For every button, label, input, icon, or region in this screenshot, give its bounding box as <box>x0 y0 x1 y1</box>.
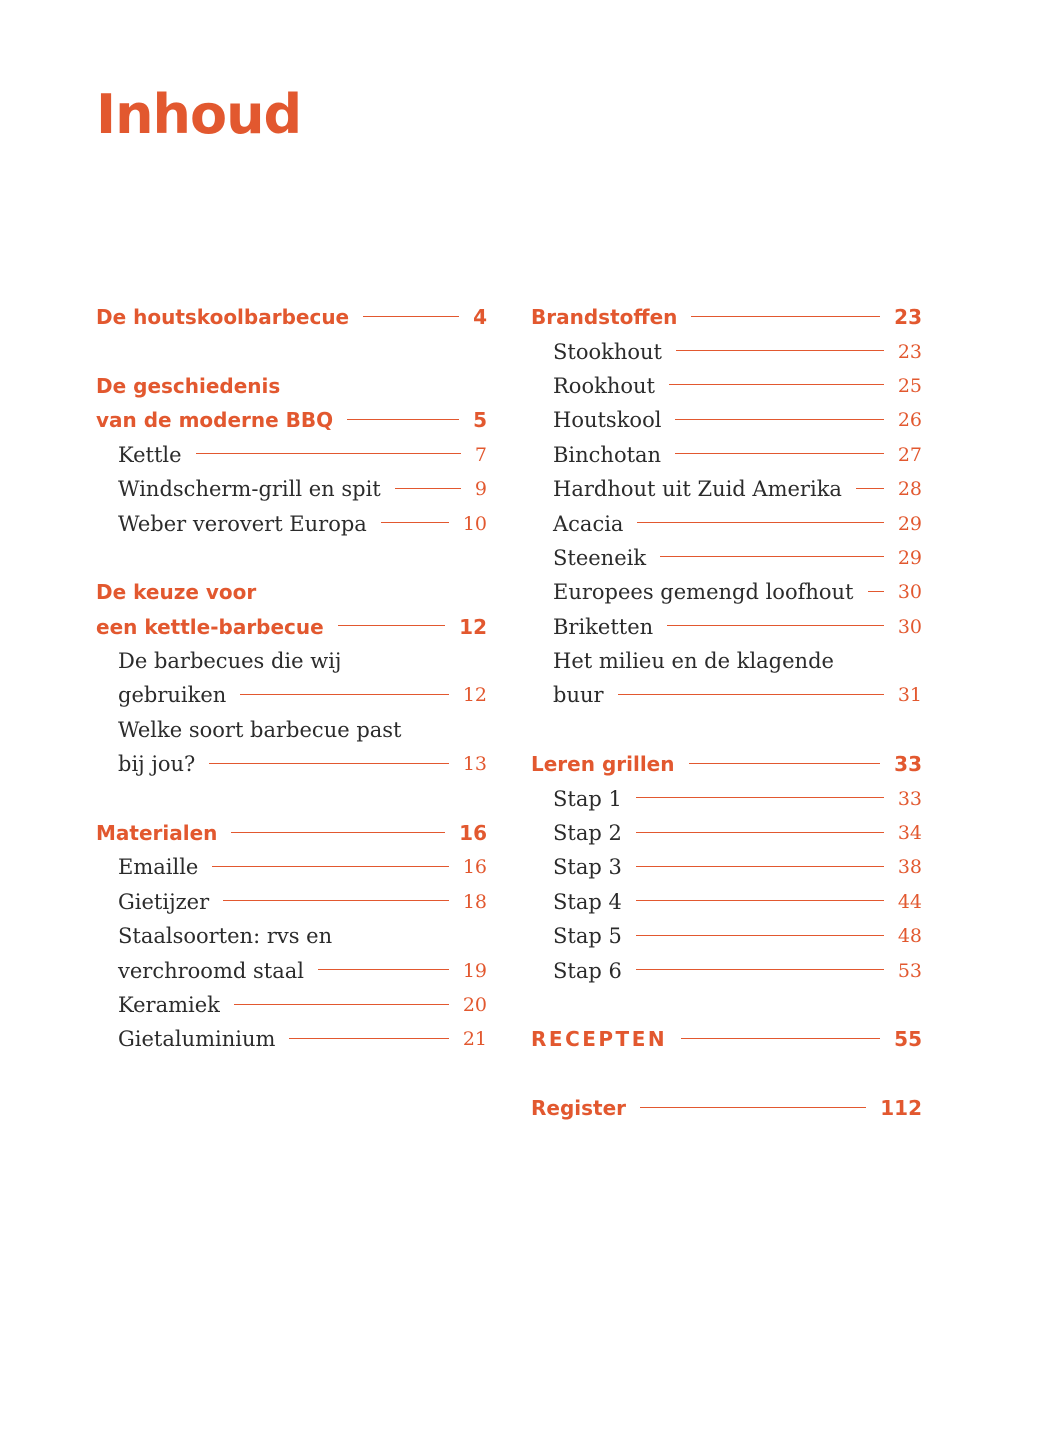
toc-page-number: 112 <box>880 1096 922 1121</box>
toc-subentry-barbecues[interactable] <box>96 678 487 712</box>
leader-line <box>660 556 884 557</box>
toc-page-number: 21 <box>462 1028 487 1051</box>
toc-subentry-steeneik[interactable] <box>531 541 922 575</box>
leader-line <box>636 797 884 798</box>
toc-page-number: 23 <box>894 305 922 330</box>
leader-line <box>637 522 883 523</box>
leader-line <box>381 522 449 523</box>
toc-entry-label: Stap 6 <box>553 958 622 983</box>
toc-page-number: 28 <box>897 478 922 501</box>
toc-subentry-binchotan[interactable] <box>531 438 922 472</box>
toc-subentry-emaille[interactable] <box>96 850 487 884</box>
toc-page-number: 19 <box>462 959 487 982</box>
leader-line <box>675 453 884 454</box>
toc-entry-label: een kettle-barbecue <box>96 614 324 639</box>
leader-line <box>636 866 884 867</box>
toc-page-number: 4 <box>473 305 487 330</box>
toc-subentry-gietaluminium[interactable] <box>96 1022 487 1056</box>
toc-page-number: 18 <box>462 890 487 913</box>
toc-entry-label: Kettle <box>118 442 182 467</box>
toc-entry-label: De barbecues die wij <box>118 649 342 674</box>
toc-entry-recepten[interactable] <box>531 1022 922 1056</box>
toc-entry-label: Gietaluminium <box>118 1027 276 1052</box>
toc-page-number: 23 <box>897 340 922 363</box>
toc-subentry-staalsoorten[interactable] <box>96 953 487 987</box>
toc-entry-label: Stap 2 <box>553 821 622 846</box>
leader-line <box>289 1038 448 1039</box>
toc-entry-label: De keuze voor <box>96 580 257 605</box>
toc-page-number: 10 <box>462 512 487 535</box>
leader-line <box>338 625 445 626</box>
toc-page-number: 44 <box>897 890 922 913</box>
toc-entry-materialen[interactable] <box>96 816 487 850</box>
toc-entry-geschiedenis-line1[interactable] <box>96 369 487 403</box>
toc-subentry-rookhout[interactable] <box>531 369 922 403</box>
toc-entry-label: Emaille <box>118 855 199 880</box>
leader-line <box>209 763 449 764</box>
toc-entry-label: Binchotan <box>553 442 662 467</box>
toc-subentry-hardhout[interactable] <box>531 472 922 506</box>
toc-entry-label: RECEPTEN <box>531 1027 668 1052</box>
toc-entry-keuze[interactable] <box>96 610 487 644</box>
leader-line <box>676 350 884 351</box>
toc-page-number: 16 <box>462 856 487 879</box>
toc-page-number: 34 <box>897 822 922 845</box>
toc-entry-label: Brandstoffen <box>531 305 678 330</box>
toc-entry-label: gebruiken <box>118 683 227 708</box>
toc-page-number: 55 <box>894 1027 922 1052</box>
toc-subentry-stap-3[interactable] <box>531 850 922 884</box>
toc-page-number: 26 <box>897 409 922 432</box>
toc-subentry-milieu[interactable] <box>531 678 922 712</box>
leader-line <box>231 832 445 833</box>
leader-line <box>636 935 884 936</box>
toc-entry-label: Europees gemengd loofhout <box>553 580 854 605</box>
toc-page-number: 27 <box>897 443 922 466</box>
toc-left-column <box>96 300 487 1057</box>
leader-line <box>223 900 449 901</box>
leader-line <box>856 488 884 489</box>
toc-entry-label: Stap 1 <box>553 786 622 811</box>
toc-entry-label: verchroomd staal <box>118 958 304 983</box>
toc-entry-label: Stap 5 <box>553 924 622 949</box>
toc-page-number: 30 <box>897 581 922 604</box>
toc-page-number: 29 <box>897 512 922 535</box>
toc-entry-brandstoffen[interactable] <box>531 300 922 334</box>
toc-subentry-stap-1[interactable] <box>531 781 922 815</box>
toc-entry-label: Windscherm-grill en spit <box>118 477 381 502</box>
leader-line <box>689 763 881 764</box>
toc-entry-leren-grillen[interactable] <box>531 747 922 781</box>
toc-entry-geschiedenis[interactable] <box>96 403 487 437</box>
toc-entry-label: buur <box>553 683 604 708</box>
toc-page-number: 12 <box>462 684 487 707</box>
leader-line <box>240 694 449 695</box>
leader-line <box>640 1107 866 1108</box>
toc-entry-label: Rookhout <box>553 373 655 398</box>
toc-entry-label: Hardhout uit Zuid Amerika <box>553 477 842 502</box>
leader-line <box>196 453 461 454</box>
toc-subentry-milieu-line1[interactable] <box>531 644 922 678</box>
toc-subentry-briketten[interactable] <box>531 610 922 644</box>
leader-line <box>636 969 884 970</box>
page-title: Inhoud <box>96 83 302 146</box>
toc-entry-label: Stookhout <box>553 339 662 364</box>
toc-entry-label: Houtskool <box>553 408 662 433</box>
leader-line <box>675 419 883 420</box>
toc-entry-label: De houtskoolbarbecue <box>96 305 350 330</box>
toc-page-number: 30 <box>897 615 922 638</box>
toc-page-number: 33 <box>894 752 922 777</box>
toc-entry-label: Stap 4 <box>553 889 622 914</box>
leader-line <box>681 1038 880 1039</box>
toc-entry-label: Keramiek <box>118 993 220 1017</box>
toc-page-number: 20 <box>462 994 487 1016</box>
toc-page-number: 16 <box>459 821 487 846</box>
leader-line <box>667 625 884 626</box>
toc-right-column <box>531 300 922 1125</box>
toc-entry-label: Staalsoorten: rvs en <box>118 924 333 949</box>
toc-page-number: 5 <box>473 408 487 433</box>
toc-subentry-acacia[interactable] <box>531 506 922 540</box>
toc-subentry-stap-6[interactable] <box>531 953 922 987</box>
toc-entry-label: Het milieu en de klagende <box>553 649 834 674</box>
toc-entry-label: Stap 3 <box>553 855 622 880</box>
toc-subentry-staalsoorten-line1[interactable] <box>96 919 487 953</box>
toc-entry-label: van de moderne BBQ <box>96 408 334 433</box>
toc-entry-keuze-line1[interactable] <box>96 575 487 609</box>
toc-page-number: 7 <box>474 443 487 466</box>
toc-entry-label: Steeneik <box>553 545 647 570</box>
toc-subentry-soort-line1[interactable] <box>96 713 487 747</box>
leader-line <box>691 316 880 317</box>
toc-page-number: 31 <box>897 684 922 707</box>
toc-entry-label: Leren grillen <box>531 752 675 777</box>
toc-entry-label: Register <box>531 1096 627 1121</box>
toc-page-number: 29 <box>897 546 922 569</box>
toc-subentry-weber[interactable] <box>96 506 487 540</box>
toc-page-number: 12 <box>459 614 487 639</box>
toc-subentry-gietijzer[interactable] <box>96 885 487 919</box>
toc-subentry-stookhout[interactable] <box>531 334 922 368</box>
toc-page-number: 33 <box>897 787 922 810</box>
leader-line <box>636 900 884 901</box>
toc-subentry-stap-5[interactable] <box>531 919 922 953</box>
leader-line <box>636 832 884 833</box>
toc-subentry-stap-2[interactable] <box>531 816 922 850</box>
toc-page-number: 9 <box>474 478 487 501</box>
toc-page-number: 25 <box>897 374 922 397</box>
toc-entry-label: Briketten <box>553 614 654 639</box>
toc-entry-label: Acacia <box>553 511 624 536</box>
toc-subentry-kettle[interactable] <box>96 438 487 472</box>
toc-entry-label: De geschiedenis <box>96 373 281 398</box>
toc-entry-houtskoolbarbecue[interactable] <box>96 300 487 334</box>
toc-page-number: 13 <box>462 753 487 776</box>
toc-subentry-windscherm[interactable] <box>96 472 487 506</box>
leader-line <box>618 694 884 695</box>
toc-subentry-houtskool[interactable] <box>531 403 922 437</box>
leader-line <box>318 969 449 970</box>
toc-subentry-europees[interactable] <box>531 575 922 609</box>
leader-line <box>212 866 448 867</box>
toc-subentry-keramiek[interactable] <box>96 988 487 1022</box>
toc-entry-label: Weber verovert Europa <box>118 511 367 536</box>
toc-page-number: 48 <box>897 925 922 948</box>
leader-line <box>234 1004 449 1005</box>
toc-subentry-stap-4[interactable] <box>531 885 922 919</box>
toc-page-number: 53 <box>897 959 922 982</box>
leader-line <box>669 384 884 385</box>
leader-line <box>363 316 459 317</box>
toc-entry-register[interactable] <box>531 1091 922 1125</box>
leader-line <box>347 419 459 420</box>
toc-subentry-barbecues-line1[interactable] <box>96 644 487 678</box>
leader-line <box>395 488 461 489</box>
toc-entry-label: Gietijzer <box>118 889 210 914</box>
toc-page-number: 38 <box>897 856 922 879</box>
leader-line <box>868 591 884 592</box>
toc-entry-label: bij jou? <box>118 752 196 777</box>
toc-entry-label: Welke soort barbecue past <box>118 717 402 742</box>
toc-subentry-soort[interactable] <box>96 747 487 781</box>
toc-entry-label: Materialen <box>96 821 218 846</box>
